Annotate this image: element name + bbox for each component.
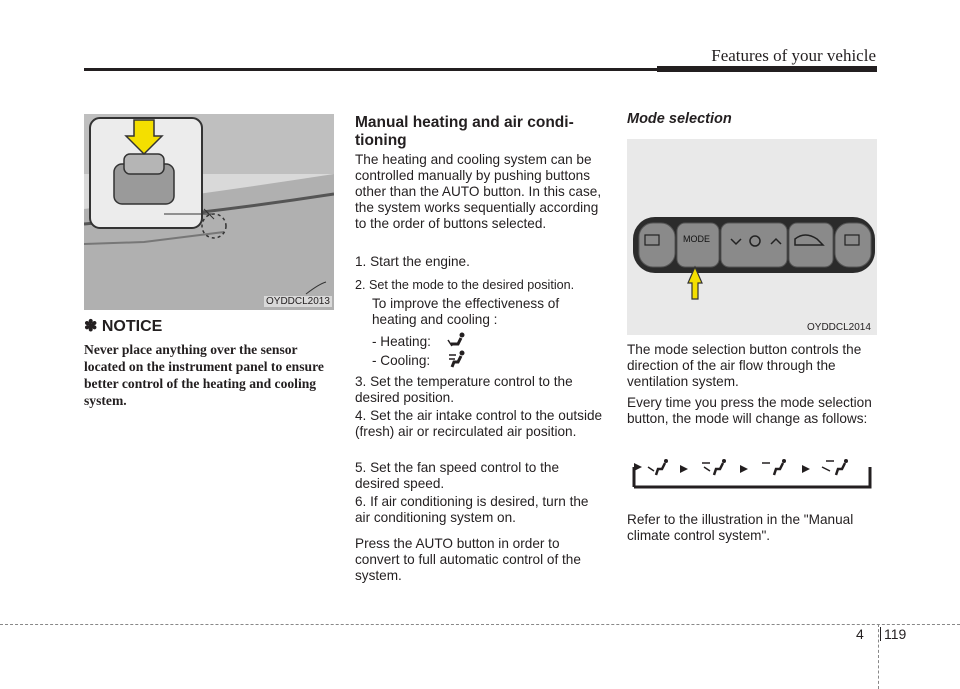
- step-5: 5. Set the fan speed control to the desired speed.: [355, 460, 560, 491]
- sensor-illustration: [84, 114, 334, 310]
- notice-title: ✽ NOTICE: [84, 318, 163, 335]
- footer-rule: [0, 624, 960, 625]
- step-1: 1. Start the engine.: [355, 254, 470, 269]
- manual-closing: Press the AUTO button in order to convert to full automatic control of the system.: [355, 536, 581, 583]
- cooling-label: - Cooling:: [372, 353, 431, 368]
- footer-vertical-rule: [878, 624, 879, 689]
- floor-mode-icon: [762, 459, 786, 475]
- step-2: 2. Set the mode to the desired position.: [355, 278, 575, 292]
- page-number: 119: [884, 626, 907, 642]
- chapter-number: 4: [856, 626, 864, 642]
- step-6: 6. If air conditioning is desired, turn the air conditioning system on.: [355, 494, 589, 525]
- figure-code: OYDDCL2013: [266, 296, 330, 307]
- mode-paragraph-2: Every time you press the mode selection button, the mode will change as follows:: [627, 395, 872, 426]
- mode-title: Mode selection: [627, 111, 732, 127]
- floor-defrost-mode-icon: [822, 459, 848, 475]
- mode-paragraph-3: Refer to the illustration in the "Manual climate control system".: [627, 512, 854, 543]
- heading-line-2: tioning: [355, 132, 407, 149]
- running-header: Features of your vehicle: [711, 46, 876, 65]
- section-heading: [355, 114, 605, 150]
- step-4: 4. Set the air intake control to the outside (fresh) air or recirculated air position.: [355, 408, 603, 439]
- mode-panel-figure: [627, 139, 877, 335]
- mode-sequence-diagram: [632, 457, 872, 493]
- figure-code: OYDDCL2014: [807, 322, 871, 333]
- floor-mode-icon: [446, 332, 468, 350]
- footer-separator: [880, 627, 881, 641]
- bi-level-mode-icon: [702, 459, 726, 475]
- header-rule-accent: [657, 66, 877, 72]
- manual-intro: The heating and cooling system can be controlled manually by pushing buttons other than the AUTO button. In this case, the system works sequentially according to the order of buttons selected.: [355, 152, 602, 231]
- step-3: 3. Set the temperature control to the desired position.: [355, 374, 573, 405]
- notice-body: Never place anything over the sensor located on the instrument panel to ensure better control of the heating and cooling system.: [84, 342, 324, 408]
- heading-line-1: Manual heating and air condi-: [355, 114, 574, 131]
- face-mode-icon: [648, 459, 668, 475]
- face-mode-icon: [446, 349, 468, 369]
- heating-label: - Heating:: [372, 334, 431, 349]
- step-2-sub: To improve the effectiveness of heating and cooling :: [372, 296, 560, 327]
- mode-paragraph-1: The mode selection button controls the direction of the air flow through the ventilation system.: [627, 342, 862, 389]
- sensor-figure: [84, 114, 334, 310]
- control-panel-illustration: [627, 139, 877, 335]
- mode-button[interactable]: MODE: [683, 234, 710, 244]
